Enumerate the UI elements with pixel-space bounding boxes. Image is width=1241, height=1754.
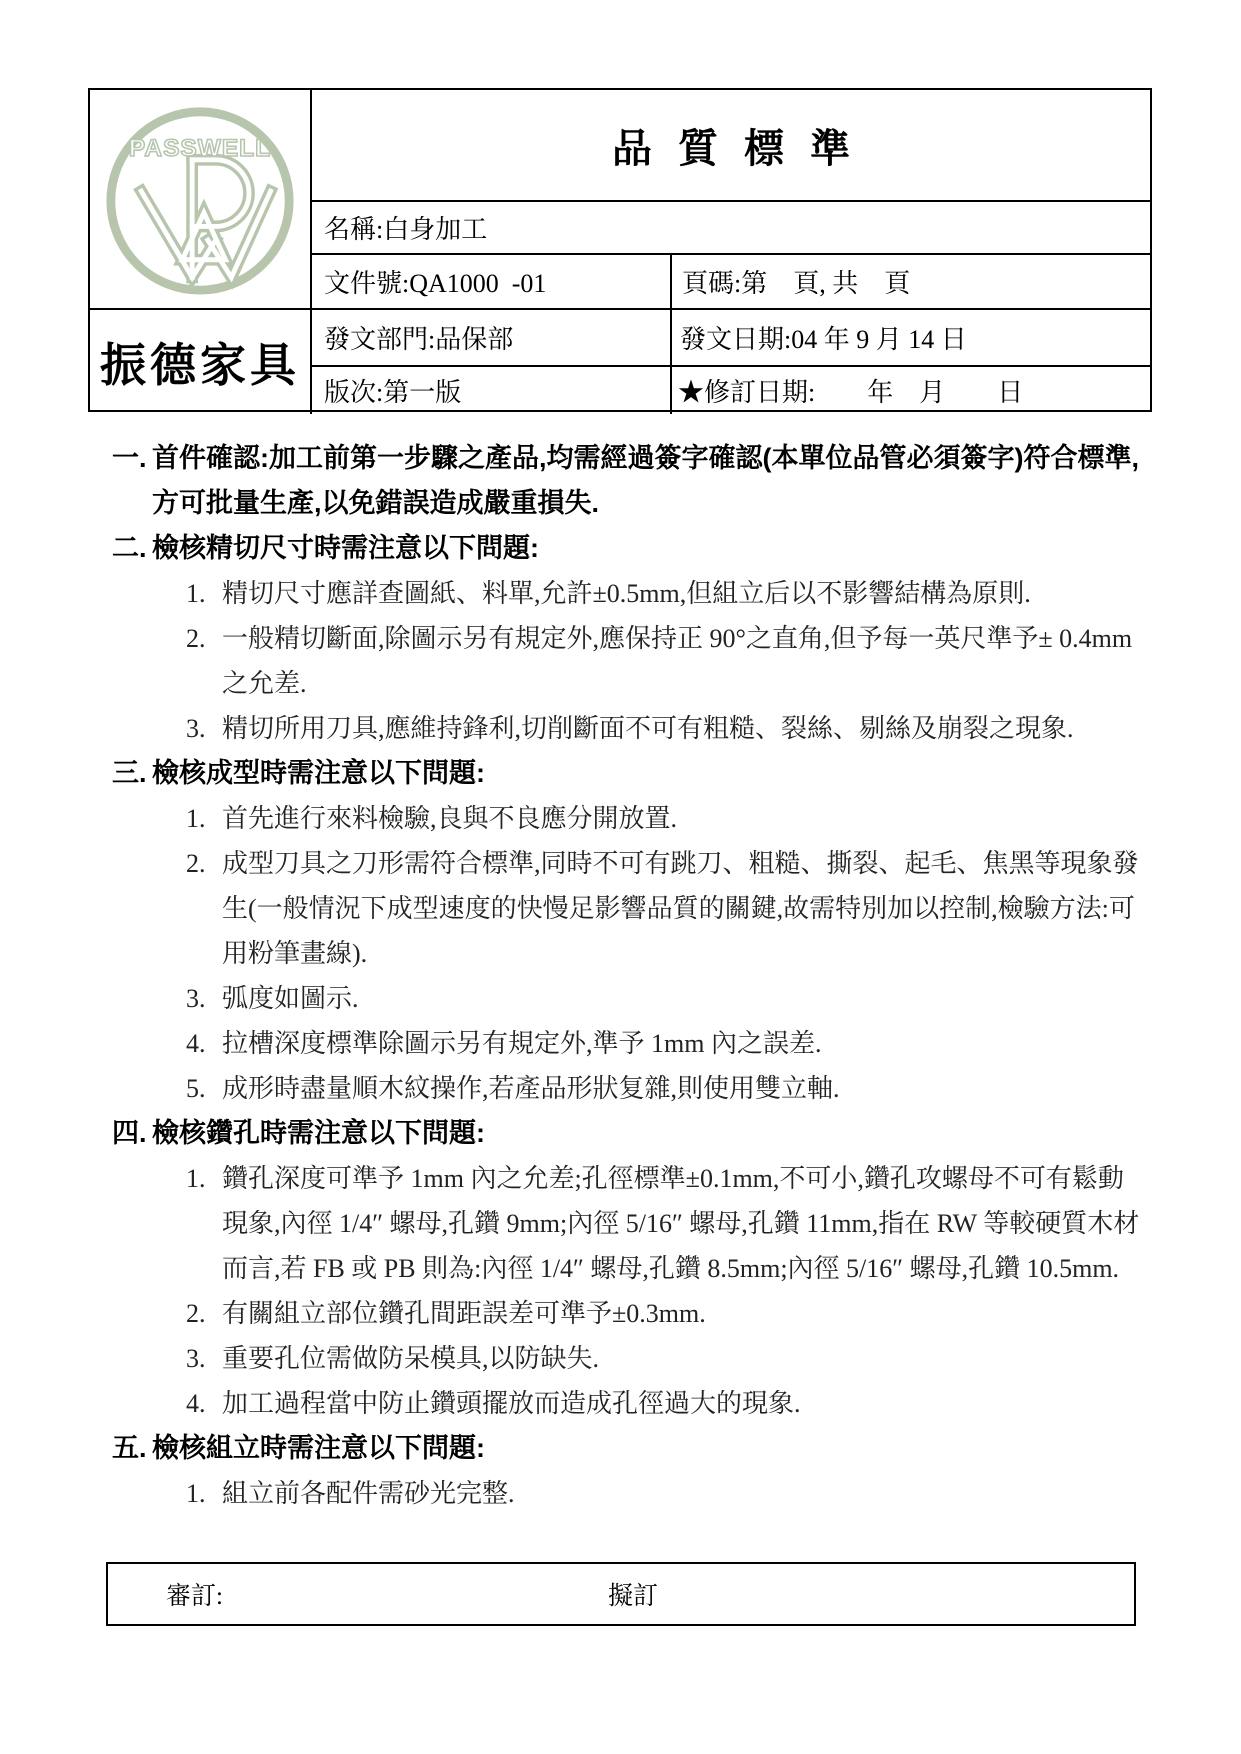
section-3 xyxy=(112,751,1144,796)
item-number: 4. xyxy=(186,1389,206,1418)
item-text: 成型刀具之刀形需符合標準,同時不可有跳刀、粗糙、撕裂、起毛、焦黑等現象發生(一般情況下成型速度的快慢足影響品質的關鍵,故需特別加以控制,檢驗方法:可用粉筆畫線). xyxy=(222,849,1139,968)
section-heading: 檢核鑽孔時需注意以下問題: xyxy=(152,1118,485,1148)
section-label: 四. xyxy=(112,1118,147,1148)
section-label: 二. xyxy=(112,533,147,563)
item-number: 1. xyxy=(186,1164,206,1193)
list-item xyxy=(112,706,1144,751)
item-number: 3. xyxy=(186,984,206,1013)
logo-brand-text: PASSWELL xyxy=(128,134,272,162)
header-table xyxy=(88,88,1152,412)
document-body xyxy=(112,436,1144,1516)
field-doc-no: 文件號:QA1000 -01 xyxy=(312,255,672,310)
item-text: 成形時盡量順木紋操作,若產品形狀复雜,則使用雙立軸. xyxy=(222,1074,840,1103)
item-text: 首先進行來料檢驗,良與不良應分開放置. xyxy=(222,804,678,833)
title-cell xyxy=(312,90,1150,202)
section-5 xyxy=(112,1426,1144,1471)
section-label: 三. xyxy=(112,758,147,788)
section-heading: 檢核精切尺寸時需注意以下問題: xyxy=(152,533,539,563)
item-number: 2. xyxy=(186,624,206,653)
list-item xyxy=(112,841,1144,976)
list-item xyxy=(112,1381,1144,1426)
list-item xyxy=(112,976,1144,1021)
item-text: 重要孔位需做防呆模具,以防缺失. xyxy=(222,1344,600,1373)
list-item xyxy=(112,1156,1144,1291)
item-text: 加工過程當中防止鑽頭擺放而造成孔徑過大的現象. xyxy=(222,1389,801,1418)
field-dept: 發文部門:品保部 xyxy=(312,310,672,367)
list-item xyxy=(112,1336,1144,1381)
item-number: 4. xyxy=(186,1029,206,1058)
field-page-no: 頁碼:第 頁, 共 頁 xyxy=(672,255,1150,310)
item-number: 3. xyxy=(186,1344,206,1373)
field-name: 名稱:白身加工 xyxy=(312,202,1150,255)
passwell-logo-icon xyxy=(102,95,298,303)
list-item xyxy=(112,1066,1144,1111)
item-number: 1. xyxy=(186,579,206,608)
section-2 xyxy=(112,526,1144,571)
item-text: 有關組立部位鑽孔間距誤差可準予±0.3mm. xyxy=(222,1299,706,1328)
field-issue-date: 發文日期:04 年 9 月 14 日 xyxy=(672,310,1150,367)
item-number: 1. xyxy=(186,804,206,833)
field-revision-date: ★修訂日期: 年 月 日 xyxy=(678,378,1024,407)
section-heading: 檢核成型時需注意以下問題: xyxy=(152,758,485,788)
item-number: 2. xyxy=(186,1299,206,1328)
section-heading: 檢核組立時需注意以下問題: xyxy=(152,1433,485,1463)
item-text: 精切所用刀具,應維持鋒利,切削斷面不可有粗糙、裂絲、剔絲及崩裂之現象. xyxy=(222,714,1074,743)
company-logo xyxy=(90,90,312,310)
item-text: 拉槽深度標準除圖示另有規定外,準予 1mm 內之誤差. xyxy=(222,1029,822,1058)
item-text: 精切尺寸應詳查圖紙、料單,允許±0.5mm,但組立后以不影響結構為原則. xyxy=(222,579,1031,608)
company-name-cell xyxy=(90,310,312,414)
section-1 xyxy=(112,436,1144,526)
approval-box xyxy=(106,1562,1136,1626)
list-item xyxy=(112,796,1144,841)
list-item xyxy=(112,1291,1144,1336)
draft-label: 擬訂 xyxy=(608,1583,659,1610)
list-item xyxy=(112,1021,1144,1066)
section-label: 五. xyxy=(112,1433,147,1463)
item-number: 1. xyxy=(186,1479,206,1508)
list-item xyxy=(112,571,1144,616)
item-text: 一般精切斷面,除圖示另有規定外,應保持正 90°之直角,但予每一英尺準予± 0.4mm 之允差. xyxy=(222,624,1133,698)
section-4 xyxy=(112,1111,1144,1156)
field-version: 版次:第一版 xyxy=(312,367,672,414)
list-item xyxy=(112,616,1144,706)
item-text: 組立前各配件需砂光完整. xyxy=(222,1479,515,1508)
list-item xyxy=(112,1471,1144,1516)
item-text: 鑽孔深度可準予 1mm 內之允差;孔徑標準±0.1mm,不可小,鑽孔攻螺母不可有鬆動現象,內徑 1/4″ 螺母,孔鑽 9mm;內徑 5/16″ 螺母,孔鑽 11mm,指在 RW 等較硬質木材而言,若 FB 或 PB 則為:內徑 1/4″ 螺母,孔鑽 8.5mm;內徑 5/16″ 螺母,孔鑽 10.5mm. xyxy=(222,1164,1140,1283)
item-number: 2. xyxy=(186,849,206,878)
item-number: 5. xyxy=(186,1074,206,1103)
page-title: 品質標準 xyxy=(612,126,876,171)
review-label: 審訂: xyxy=(166,1583,223,1610)
section-label: 一. xyxy=(112,443,147,473)
company-name: 振德家具 xyxy=(100,339,300,391)
item-text: 弧度如圖示. xyxy=(222,984,359,1013)
section-heading: 首件確認:加工前第一步驟之產品,均需經過簽字確認(本單位品管必須簽字)符合標準,方可批量生產,以免錯誤造成嚴重損失. xyxy=(152,443,1139,518)
item-number: 3. xyxy=(186,714,206,743)
